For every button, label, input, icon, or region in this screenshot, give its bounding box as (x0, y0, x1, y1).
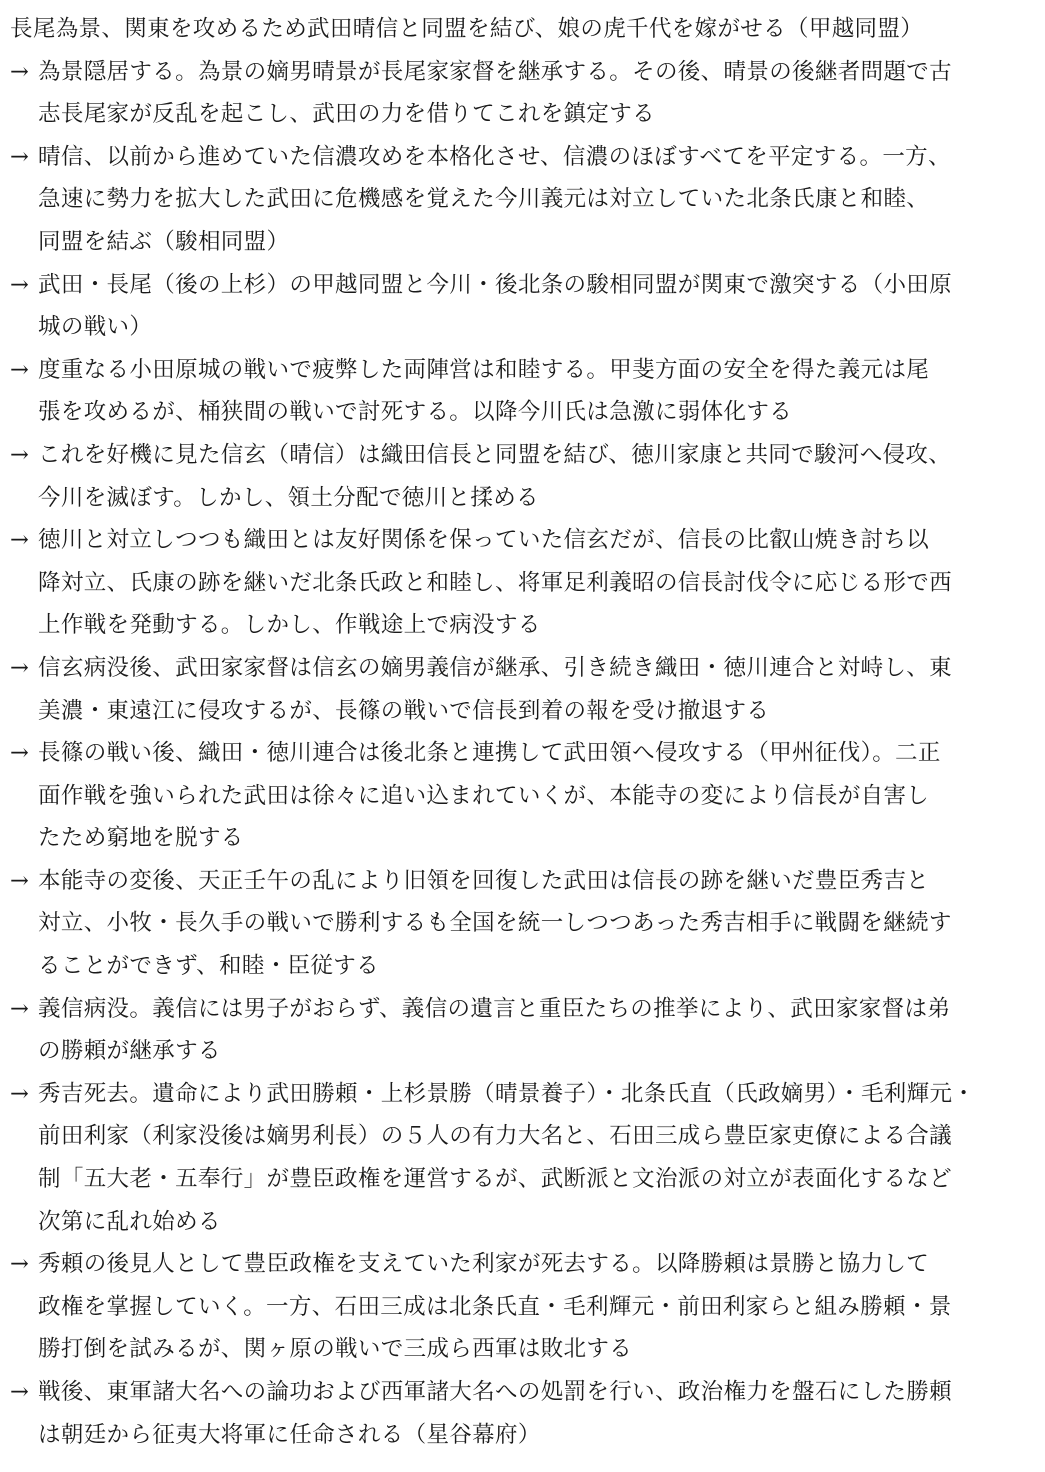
entry-line (10, 647, 1030, 690)
arrow-icon: → (10, 740, 30, 767)
entry-text: 秀吉死去。遺命により武田勝頼・上杉景勝（晴景養子）・北条氏直（氏政嫡男）・毛利輝元・ (38, 1080, 976, 1107)
entry-text: 本能寺の変後、天正壬午の乱により旧領を回復した武田は信長の跡を継いだ豊臣秀吉と (38, 867, 930, 894)
timeline-entry (10, 264, 1030, 349)
timeline-entry (10, 434, 1030, 519)
arrow-icon: → (10, 995, 30, 1022)
entry-line (10, 902, 1030, 945)
entry-text: 対立、小牧・長久手の戦いで勝利するも全国を統一しつつあった秀吉相手に戦闘を継続す (38, 910, 952, 937)
entry-line (10, 221, 1030, 264)
entry-text: 今川を滅ぼす。しかし、領土分配で徳川と揉める (38, 484, 539, 511)
entry-text: これを好機に見た信玄（晴信）は織田信長と同盟を結び、徳川家康と共同で駿河へ侵攻、 (38, 441, 952, 468)
entry-text: 戦後、東軍諸大名への論功および西軍諸大名への処罰を行い、政治権力を盤石にした勝頼 (38, 1379, 953, 1405)
entry-text: 上作戦を発動する。しかし、作戦途上で病没する (38, 612, 541, 639)
entry-line (10, 136, 1030, 179)
entry-text: 制「五大老・五奉行」が豊臣政権を運営するが、武断派と文治派の対立が表面化するなど (38, 1166, 953, 1193)
entry-line (10, 775, 1030, 818)
entry-line (10, 349, 1030, 392)
entry-line (10, 1243, 1030, 1286)
entry-line (10, 391, 1030, 434)
entry-text: 長篠の戦い後、織田・徳川連合は後北条と連携して武田領へ侵攻する（甲州征伐）。二正 (38, 740, 941, 767)
entry-line (10, 1073, 1030, 1116)
entry-text: 同盟を結ぶ（駿相同盟） (38, 228, 290, 255)
entry-line (10, 306, 1030, 349)
arrow-icon: → (10, 1080, 30, 1107)
entry-line (10, 817, 1030, 860)
arrow-icon: → (10, 356, 30, 383)
timeline-entry (10, 51, 1030, 136)
entry-line (10, 732, 1030, 775)
entry-text: 張を攻めるが、桶狭間の戦いで討死する。以降今川氏は急激に弱体化する (38, 399, 793, 426)
entry-text: 前田利家（利家没後は嫡男利長）の５人の有力大名と、石田三成ら豊臣家吏僚による合議 (38, 1123, 953, 1150)
entry-text: は朝廷から征夷大将軍に任命される（星谷幕府） (38, 1421, 541, 1448)
entry-line (10, 988, 1030, 1031)
entry-line (10, 434, 1030, 477)
timeline-entry (10, 1073, 1030, 1243)
intro-line: 長尾為景、関東を攻めるため武田晴信と同盟を結び、娘の虎千代を嫁がせる（甲越同盟） (10, 16, 924, 42)
entry-text: 武田・長尾（後の上杉）の甲越同盟と今川・後北条の駿相同盟が関東で激突する（小田原 (38, 271, 953, 298)
timeline-entry (10, 860, 1030, 988)
timeline-entry (10, 988, 1030, 1073)
entry-line (10, 264, 1030, 307)
arrow-icon: → (10, 527, 30, 554)
timeline-entry (10, 732, 1030, 860)
entry-text: の勝頼が継承する (38, 1038, 221, 1065)
timeline-entries (10, 51, 1030, 1457)
entry-text: ることができず、和睦・臣従する (38, 953, 379, 980)
arrow-icon: → (10, 1251, 30, 1278)
entry-text: 徳川と対立しつつも織田とは友好関係を保っていた信玄だが、信長の比叡山焼き討ち以 (38, 527, 930, 554)
entry-line (10, 1115, 1030, 1158)
entry-line (10, 604, 1030, 647)
arrow-icon: → (10, 143, 30, 170)
entry-text: 義信病没。義信には男子がおらず、義信の遺言と重臣たちの推挙により、武田家家督は弟 (38, 995, 951, 1022)
timeline-entry (10, 519, 1030, 647)
entry-text: たため窮地を脱する (38, 825, 244, 852)
arrow-icon: → (10, 654, 30, 681)
entry-line (10, 51, 1030, 94)
entry-text: 急速に勢力を拡大した武田に危機感を覚えた今川義元は対立していた北条氏康と和睦、 (38, 186, 930, 213)
timeline-entry (10, 136, 1030, 264)
entry-text: 為景隠居する。為景の嫡男晴景が長尾家家督を継承する。その後、晴景の後継者問題で古 (38, 58, 953, 85)
arrow-icon: → (10, 271, 30, 298)
arrow-icon: → (10, 58, 30, 85)
entry-text: 信玄病没後、武田家家督は信玄の嫡男義信が継承、引き続き織田・徳川連合と対峙し、東 (38, 654, 953, 681)
entry-line (10, 562, 1030, 605)
entry-text: 面作戦を強いられた武田は徐々に追い込まれていくが、本能寺の変により信長が自害し (38, 782, 930, 809)
entry-line (10, 1286, 1030, 1329)
entry-text: 次第に乱れ始める (38, 1208, 221, 1235)
entry-line (10, 1030, 1030, 1073)
entry-text: 勝打倒を試みるが、関ヶ原の戦いで三成ら西軍は敗北する (38, 1336, 633, 1363)
timeline-entry (10, 1371, 1030, 1456)
entry-line (10, 93, 1030, 136)
entry-text: 晴信、以前から進めていた信濃攻めを本格化させ、信濃のほぼすべてを平定する。一方、 (38, 143, 951, 170)
timeline-entry (10, 349, 1030, 434)
entry-line (10, 1371, 1030, 1414)
entry-line (10, 1414, 1030, 1457)
entry-text: 政権を掌握していく。一方、石田三成は北条氏直・毛利輝元・前田利家らと組み勝頼・景 (38, 1293, 952, 1320)
entry-line (10, 178, 1030, 221)
entry-text: 美濃・東遠江に侵攻するが、長篠の戦いで信長到着の報を受け撤退する (38, 697, 770, 724)
entry-text: 降対立、氏康の跡を継いだ北条氏政と和睦し、将軍足利義昭の信長討伐令に応じる形で西 (38, 569, 953, 596)
entry-text: 秀頼の後見人として豊臣政権を支えていた利家が死去する。以降勝頼は景勝と協力して (38, 1251, 930, 1278)
entry-line (10, 945, 1030, 988)
entry-line (10, 1158, 1030, 1201)
entry-text: 度重なる小田原城の戦いで疲弊した両陣営は和睦する。甲斐方面の安全を得た義元は尾 (38, 356, 930, 383)
entry-line (10, 477, 1030, 520)
timeline-entry (10, 647, 1030, 732)
entry-text: 城の戦い） (38, 314, 153, 341)
entry-line (10, 690, 1030, 733)
entry-line (10, 1201, 1030, 1244)
arrow-icon: → (10, 867, 30, 894)
document-body (10, 8, 1030, 1456)
arrow-icon: → (10, 441, 30, 468)
entry-line (10, 1328, 1030, 1371)
entry-text: 志長尾家が反乱を起こし、武田の力を借りてこれを鎮定する (38, 101, 655, 128)
arrow-icon: → (10, 1379, 30, 1405)
entry-line (10, 519, 1030, 562)
timeline-entry (10, 1243, 1030, 1371)
entry-line (10, 860, 1030, 903)
